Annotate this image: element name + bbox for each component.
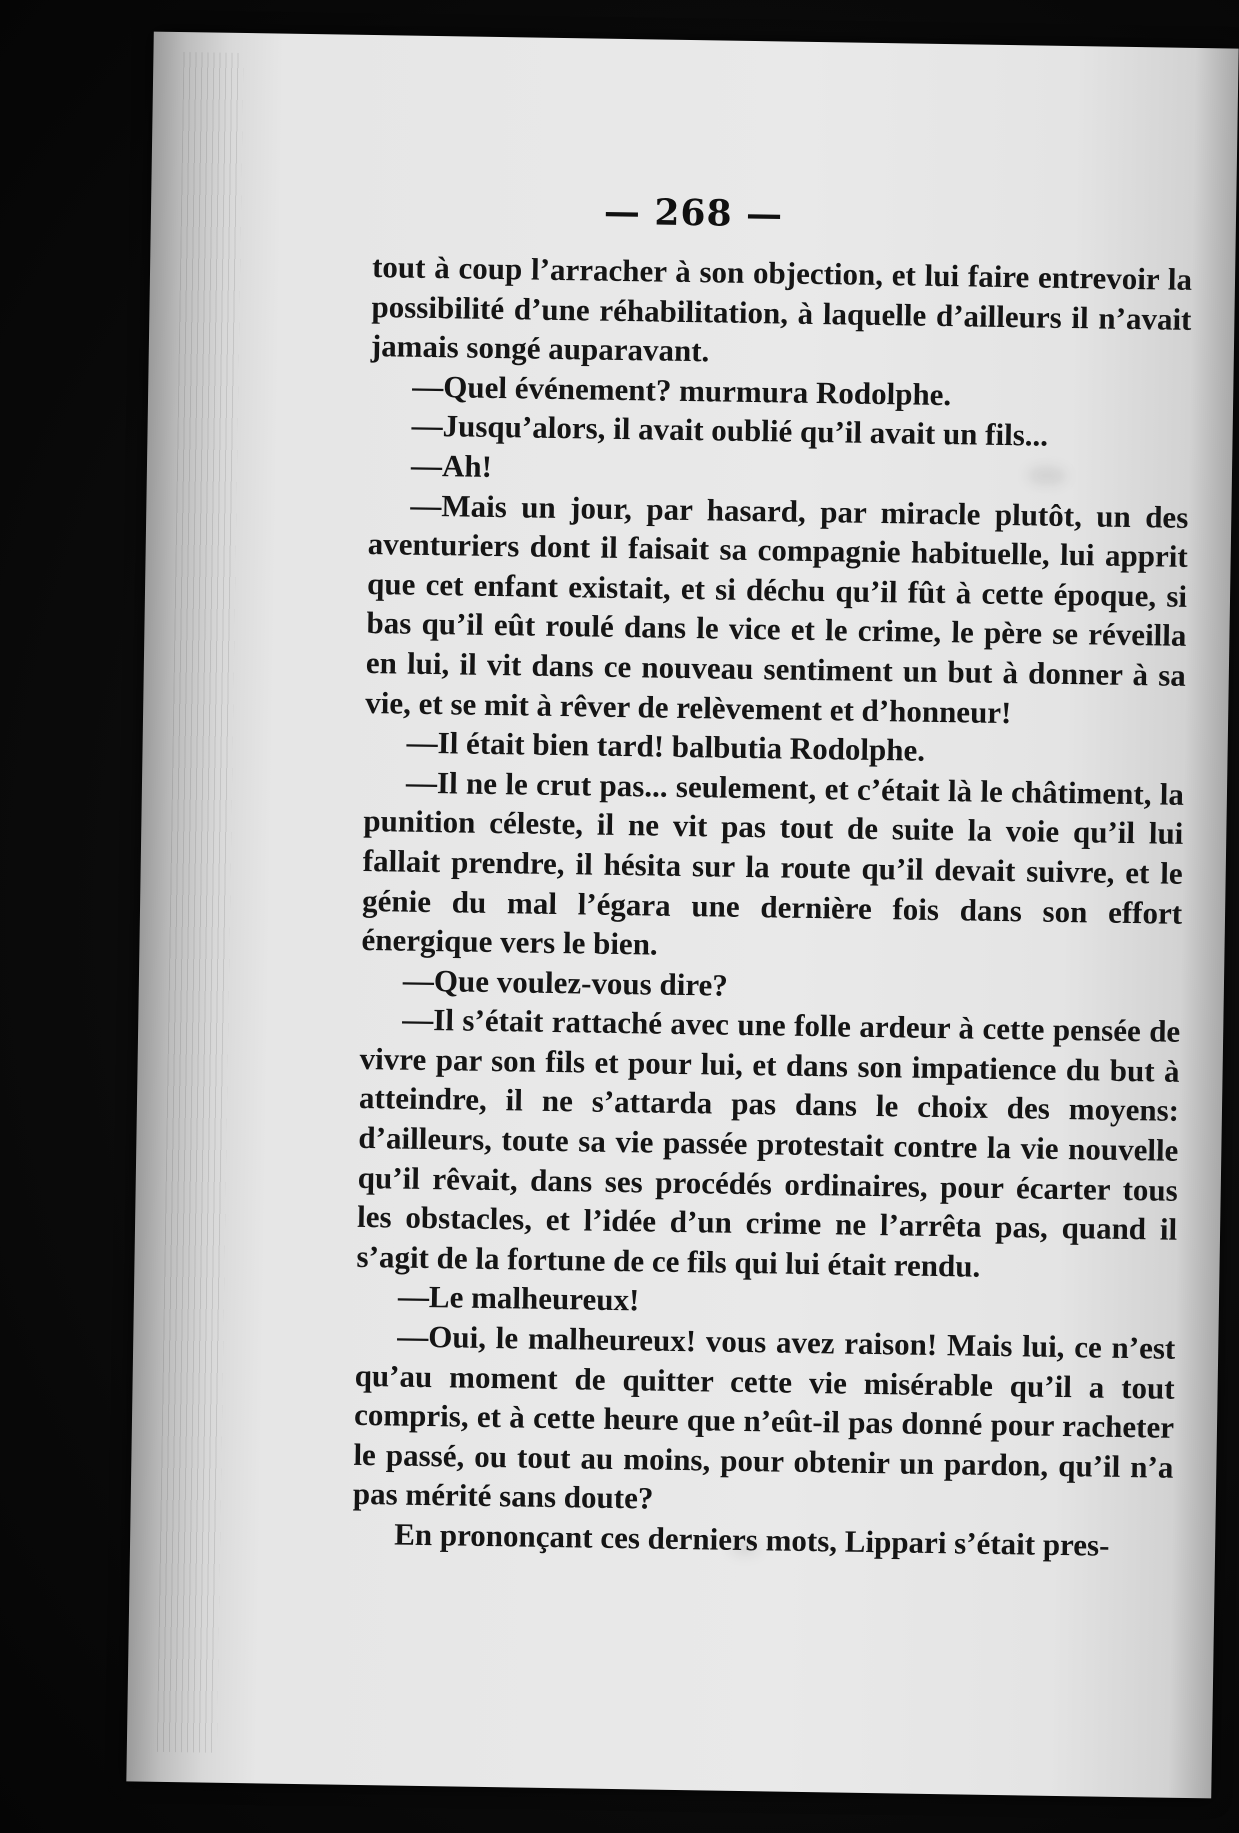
paragraph: —Jusqu’alors, il avait oublié qu’il avait un fils... [411, 408, 1049, 454]
paragraph: —Il s’était rattaché avec une folle ardeur à cette pensée de vivre par son fils et pour lui, et dans son impatience du but à atteindre, il ne s’attarda pas dans le choix des moyens: d’ailleurs, toute sa vie passée protestait contre la vie nouvelle qu’il rêvait, dans ses procédés ordinaires, pour écarter tous les obstacles, et l’idée d’un crime ne l’arrêta pas, quand il s’agit de la fortune de ce fils qui lui était rendu. [356, 1001, 1181, 1284]
page-edge-shadow [157, 52, 244, 1753]
paragraph: —Oui, le malheureux! vous avez raison! Mais lui, ce n’est qu’au moment de quitter cette vie misérable qu’il a tout compris, et à cette heure que n’eût-il pas donné pour racheter le passé, ou tout au moins, pour obtenir un pardon, qu’il n’a pas mérité sans doute? [352, 1318, 1176, 1517]
paragraph: En prononçant ces derniers mots, Lippari s’était pres- [393, 1516, 1110, 1563]
paragraph: —Quel événement? murmura Rodolphe. [412, 368, 952, 412]
page-number: — 268 — [603, 190, 784, 236]
paragraph: —Il était bien tard! balbutia Rodolphe. [406, 724, 926, 768]
paragraph: —Que voulez-vous dire? [402, 962, 729, 1003]
book-page [126, 32, 1238, 1799]
page-text-block [352, 247, 1192, 1566]
paragraph: —Il ne le crut pas... seulement, et c’était là le châtiment, la punition céleste, il ne vit pas tout de suite la voie qu’il lui fallait prendre, il hésita sur la route qu’il devait suivre, et le génie du mal l’égara une dernière fois dans son effort énergique vers le bien. [361, 764, 1185, 962]
paragraph: —Mais un jour, par hasard, par miracle plutôt, un des aventuriers dont il faisait sa compagnie habituelle, lui apprit que cet enfant existait, et si déchu qu’il fût à cette époque, si bas qu’il eût roulé dans le vice et le crime, le père se réveilla en lui, il vit dans ce nouveau sentiment un but à donner à sa vie, et se mit à rêver de relèvement et d’honneur! [365, 487, 1189, 730]
paragraph: tout à coup l’arracher à son objection, et lui faire entrevoir la possibilité d’une réhabilitation, à laquelle d’ailleurs il n’avait jamais songé auparavant. [370, 249, 1193, 369]
paragraph: —Le malheureux! [397, 1279, 640, 1318]
paragraph: —Ah! [410, 447, 493, 484]
